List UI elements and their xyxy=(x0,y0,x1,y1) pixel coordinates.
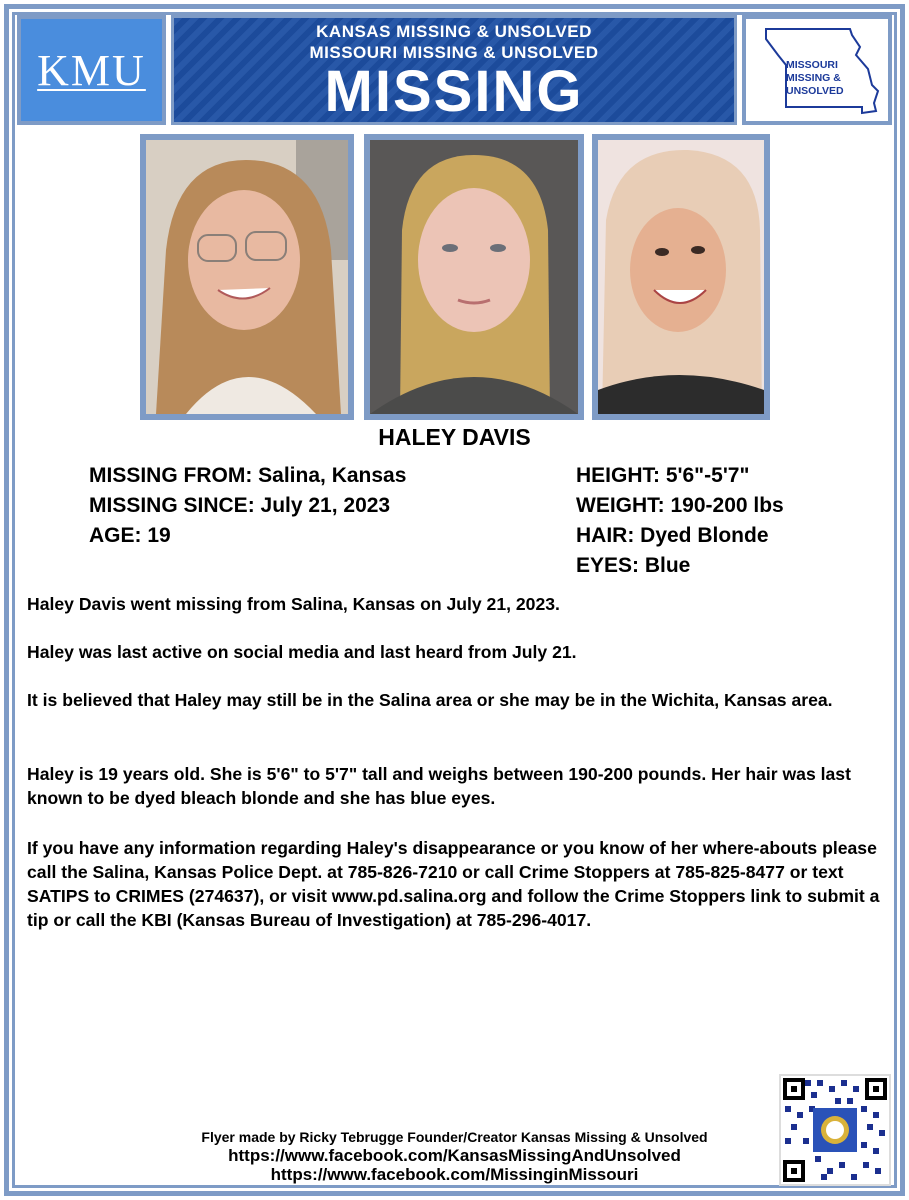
photo-left xyxy=(140,134,354,420)
footer-credit: Flyer made by Ricky Tebrugge Founder/Creator Kansas Missing & Unsolved xyxy=(201,1129,708,1145)
kmu-logo xyxy=(17,15,166,125)
detail-eyes: EYES: Blue xyxy=(576,554,691,577)
missouri-missing-logo xyxy=(742,15,892,125)
mo-logo-line-1: MISSOURI xyxy=(786,59,838,71)
kmu-logo-text: KMU xyxy=(37,45,146,95)
qr-code-icon xyxy=(781,1076,889,1184)
detail-weight: WEIGHT: 190-200 lbs xyxy=(576,494,784,517)
detail-hair: HAIR: Dyed Blonde xyxy=(576,524,769,547)
banner-title: MISSING xyxy=(324,59,584,124)
paragraph-description: Haley is 19 years old. She is 5'6" to 5'7" tall and weighs between 190-200 pounds. Her hair was last known to be dyed bleach blonde and she has blue eyes. xyxy=(27,764,851,808)
person-name: HALEY DAVIS xyxy=(378,424,531,450)
portrait-mugshot-image xyxy=(370,140,578,414)
paragraph-went-missing: Haley Davis went missing from Salina, Kansas on July 21, 2023. xyxy=(27,594,560,614)
paragraph-last-active: Haley was last active on social media and last heard from July 21. xyxy=(27,642,577,662)
paragraph-contact-info: If you have any information regarding Haley's disappearance or you know of her where-abouts please call the Salina, Kansas Police Dept. at 785-826-7210 or call Crime Stoppers at 785-825-8477 or text SATIPS to CRIMES (274637), or visit www.pd.salina.org and follow the Crime Stoppers link to submit a tip or call the KBI (Kansas Bureau of Investigation) at 785-296-4017. xyxy=(27,838,880,930)
photo-right xyxy=(592,134,770,420)
portrait-smiling-image xyxy=(598,140,764,414)
portrait-glasses-image xyxy=(146,140,348,414)
banner-line-kansas: KANSAS MISSING & UNSOLVED xyxy=(316,22,592,41)
missing-banner xyxy=(171,15,737,125)
mo-logo-line-3: UNSOLVED xyxy=(786,85,844,97)
banner-line-missouri: MISSOURI MISSING & UNSOLVED xyxy=(309,43,599,62)
missouri-logo-text xyxy=(786,59,844,98)
detail-missing-since: MISSING SINCE: July 21, 2023 xyxy=(89,494,391,517)
footer-link-missouri[interactable]: https://www.facebook.com/MissinginMissouri xyxy=(270,1165,639,1184)
qr-code[interactable] xyxy=(779,1074,891,1186)
paragraph-location-belief: It is believed that Haley may still be in the Salina area or she may be in the Wichita, Kansas area. xyxy=(27,690,833,710)
detail-height: HEIGHT: 5'6"-5'7" xyxy=(576,464,750,487)
detail-missing-from: MISSING FROM: Salina, Kansas xyxy=(89,464,407,487)
detail-age: AGE: 19 xyxy=(89,524,171,547)
footer-link-kansas[interactable]: https://www.facebook.com/KansasMissingAndUnsolved xyxy=(228,1146,681,1165)
photo-center xyxy=(364,134,584,420)
mo-logo-line-2: MISSING & xyxy=(786,72,841,84)
